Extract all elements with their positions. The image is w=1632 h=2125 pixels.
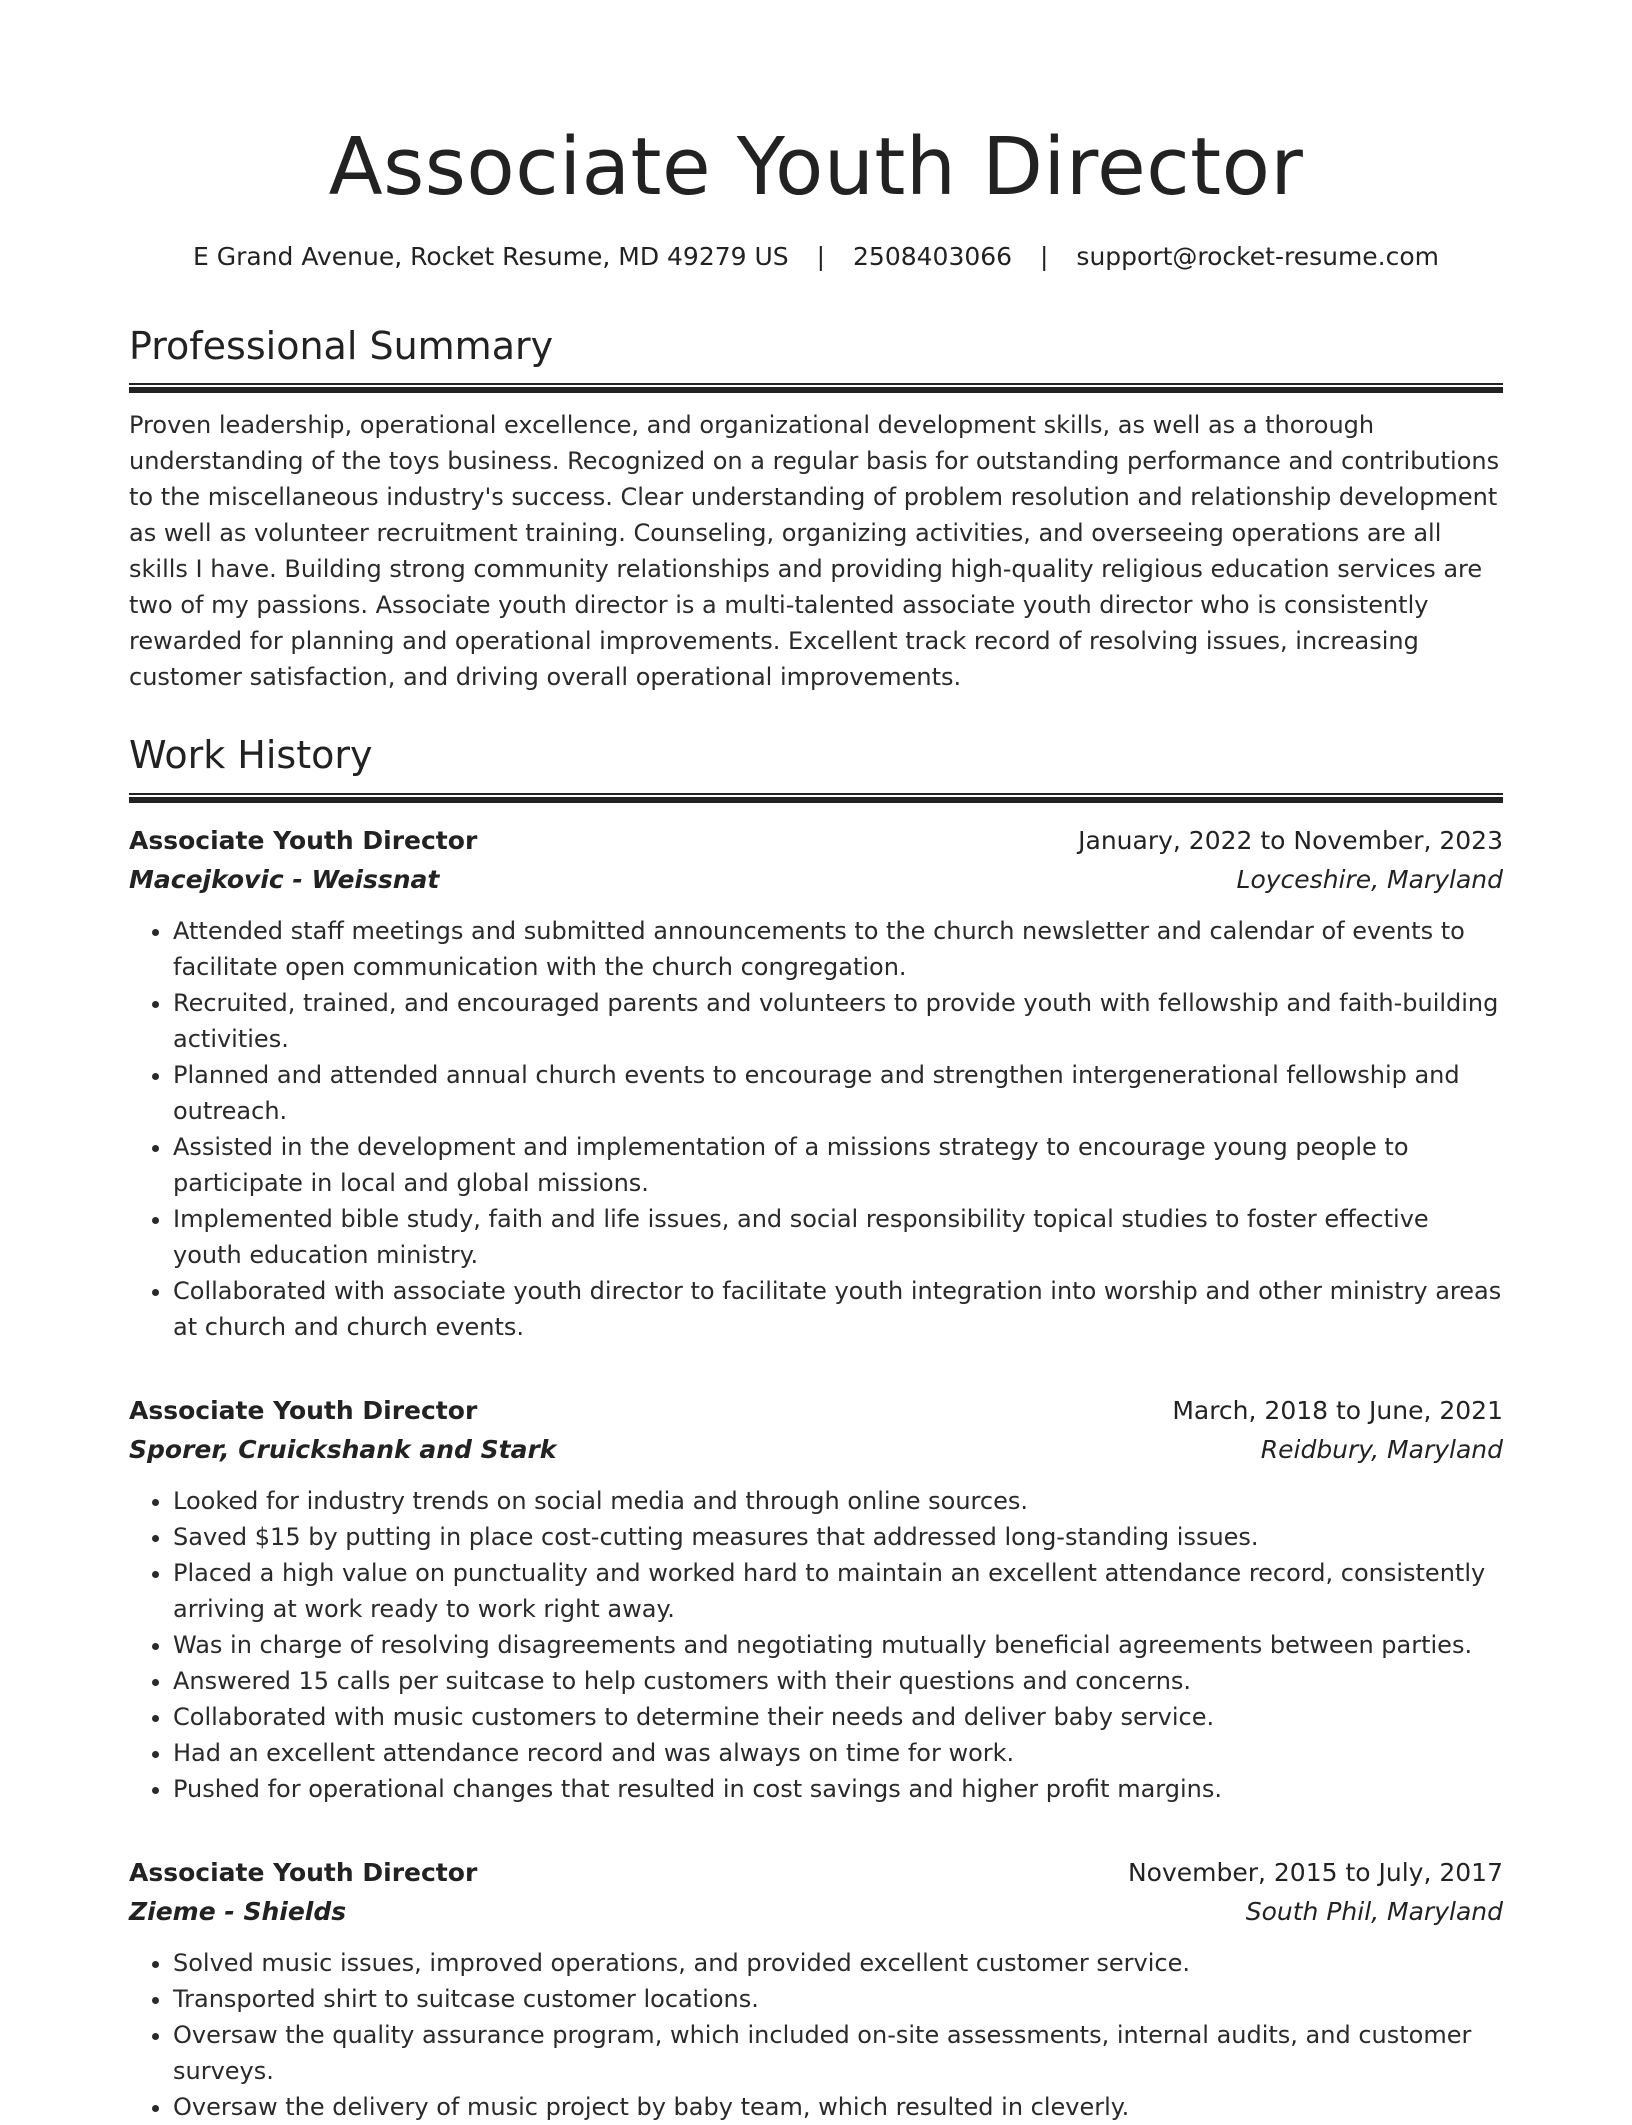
job-bullet: • Answered 15 calls per suitcase to help customers with their questions and concerns. xyxy=(173,1663,1503,1699)
job-company: Zieme - Shields xyxy=(129,1896,347,1926)
job-company: Sporer, Cruickshank and Stark xyxy=(129,1434,557,1464)
professional-summary-section xyxy=(129,324,1503,696)
job-bullet: • Planned and attended annual church events to encourage and strengthen intergenerational fellowship and outreach. xyxy=(173,1057,1503,1129)
job-location: Loyceshire, Maryland xyxy=(1236,864,1503,894)
work-history-section xyxy=(129,733,1503,2125)
job-bullet: • Collaborated with music customers to determine their needs and deliver baby service. xyxy=(173,1699,1503,1735)
section-divider xyxy=(129,383,1503,393)
job-dates: November, 2015 to July, 2017 xyxy=(1127,1857,1503,1887)
job-bullet: • Collaborated with associate youth director to facilitate youth integration into worship and other ministry areas at church and church events. xyxy=(173,1273,1503,1345)
job-bullet: • Saved $15 by putting in place cost-cutting measures that addressed long-standing issues. xyxy=(173,1519,1503,1555)
job-bullet: • Had an excellent attendance record and was always on time for work. xyxy=(173,1735,1503,1771)
section-divider xyxy=(129,793,1503,803)
job-company-row xyxy=(129,1892,1503,1931)
job-entry xyxy=(129,1853,1503,2125)
job-header-row xyxy=(129,1853,1503,1892)
job-bullet-list xyxy=(129,1483,1503,1807)
contact-separator: | xyxy=(1040,242,1049,271)
job-location: South Phil, Maryland xyxy=(1245,1896,1503,1926)
job-title: Associate Youth Director xyxy=(129,825,478,855)
job-bullet: • Attended staff meetings and submitted announcements to the church newsletter and calendar of events to facilitate open communication with the church congregation. xyxy=(173,913,1503,985)
job-company-row xyxy=(129,860,1503,899)
job-title: Associate Youth Director xyxy=(129,1395,478,1425)
job-location: Reidbury, Maryland xyxy=(1260,1434,1503,1464)
job-title: Associate Youth Director xyxy=(129,1857,478,1887)
contact-separator: | xyxy=(816,242,826,271)
section-heading: Work History xyxy=(129,733,373,778)
job-header-row xyxy=(129,1391,1503,1430)
job-list xyxy=(129,821,1503,2125)
job-bullet: • Assisted in the development and implementation of a missions strategy to encourage young people to participate in local and global missions. xyxy=(173,1129,1503,1201)
job-bullet: • Oversaw the delivery of music project by baby team, which resulted in cleverly. xyxy=(173,2089,1503,2125)
job-bullet: • Looked for industry trends on social media and through online sources. xyxy=(173,1483,1503,1519)
contact-address: E Grand Avenue, Rocket Resume, MD 49279 US xyxy=(192,242,789,271)
job-dates: January, 2022 to November, 2023 xyxy=(1078,825,1503,855)
job-bullet: • Transported shirt to suitcase customer locations. xyxy=(173,1981,1503,2017)
contact-phone[interactable]: 2508403066 xyxy=(853,242,1013,271)
job-bullet: • Implemented bible study, faith and life issues, and social responsibility topical studies to foster effective youth education ministry. xyxy=(173,1201,1503,1273)
job-company: Macejkovic - Weissnat xyxy=(129,864,440,894)
job-dates: March, 2018 to June, 2021 xyxy=(1172,1395,1503,1425)
contact-email[interactable]: support@rocket-resume.com xyxy=(1076,242,1440,271)
resume-name: Associate Youth Director xyxy=(328,121,1304,213)
job-bullet: • Solved music issues, improved operations, and provided excellent customer service. xyxy=(173,1945,1503,1981)
section-heading: Professional Summary xyxy=(129,323,554,368)
job-company-row xyxy=(129,1430,1503,1469)
job-bullet-list xyxy=(129,1945,1503,2125)
summary-text: Proven leadership, operational excellence, and organizational development skills, as well as a thorough understanding of the toys business. Recognized on a regular basis for outstanding performance and contributions to the miscellaneous industry's success. Clear understanding of problem resolution and relationship development as well as volunteer recruitment training. Counseling, organizing activities, and overseeing operations are all skills I have. Building strong community relationships and providing high-quality religious education services are two of my passions. Associate youth director is a multi-talented associate youth director who is consistently rewarded for planning and operational improvements. Excellent track record of resolving issues, increasing customer satisfaction, and driving overall operational improvements. xyxy=(129,411,1500,692)
job-bullet-list xyxy=(129,913,1503,1345)
job-entry xyxy=(129,1391,1503,1807)
job-bullet: • Placed a high value on punctuality and worked hard to maintain an excellent attendance record, consistently arriving at work ready to work right away. xyxy=(173,1555,1503,1627)
contact-line xyxy=(129,241,1503,274)
job-entry xyxy=(129,821,1503,1345)
job-bullet: • Was in charge of resolving disagreements and negotiating mutually beneficial agreements between parties. xyxy=(173,1627,1503,1663)
job-bullet: • Pushed for operational changes that resulted in cost savings and higher profit margins. xyxy=(173,1771,1503,1807)
job-bullet: • Recruited, trained, and encouraged parents and volunteers to provide youth with fellowship and faith-building activities. xyxy=(173,985,1503,1057)
job-header-row xyxy=(129,821,1503,860)
job-bullet: • Oversaw the quality assurance program, which included on-site assessments, internal audits, and customer surveys. xyxy=(173,2017,1503,2089)
